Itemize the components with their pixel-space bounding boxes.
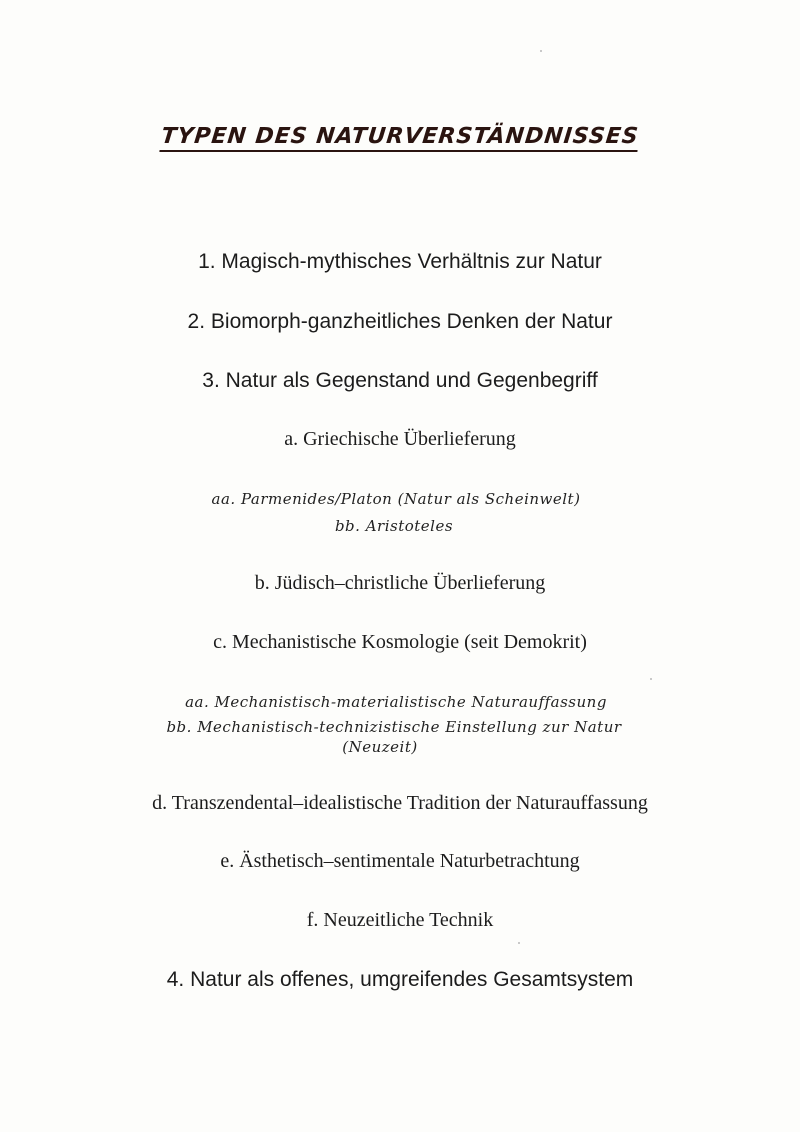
sub-sub-item-a-aa: aa. Parmenides/Platon (Natur als Scheinwelt) <box>211 490 581 508</box>
page-title-text: TYPEN DES NATURVERSTÄNDNISSES <box>160 124 640 152</box>
paper-speck <box>650 678 652 680</box>
list-item-4: 4. Natur als offenes, umgreifendes Gesamtsystem <box>166 968 634 991</box>
list-item-2: 2. Biomorph-ganzheitliches Denken der Natur <box>187 310 613 333</box>
list-item-1: 1. Magisch-mythisches Verhältnis zur Natur <box>198 250 602 273</box>
sub-sub-item-a-bb: bb. Aristoteles <box>334 517 454 535</box>
sub-sub-item-c-bb: bb. Mechanistisch-technizistische Einstellung zur Natur <box>166 718 622 736</box>
list-item-3: 3. Natur als Gegenstand und Gegenbegriff <box>202 369 598 392</box>
sub-item-c: c. Mechanistische Kosmologie (seit Demokrit) <box>213 631 587 653</box>
sub-item-e: e. Ästhetisch–sentimentale Naturbetrachtung <box>220 850 580 872</box>
sub-item-f: f. Neuzeitliche Technik <box>306 909 494 931</box>
sub-item-d: d. Transzendental–idealistische Tradition der Naturauffassung <box>152 792 648 814</box>
sub-item-a: a. Griechische Überlieferung <box>284 428 516 450</box>
page-title <box>0 124 800 149</box>
paper-speck <box>540 50 542 52</box>
sub-sub-item-c-aa: aa. Mechanistisch-materialistische Naturauffassung <box>185 693 607 711</box>
sub-sub-item-c-bb-continuation: (Neuzeit) <box>342 738 418 756</box>
paper-speck <box>518 942 520 944</box>
sub-item-b: b. Jüdisch–christliche Überlieferung <box>254 572 546 594</box>
